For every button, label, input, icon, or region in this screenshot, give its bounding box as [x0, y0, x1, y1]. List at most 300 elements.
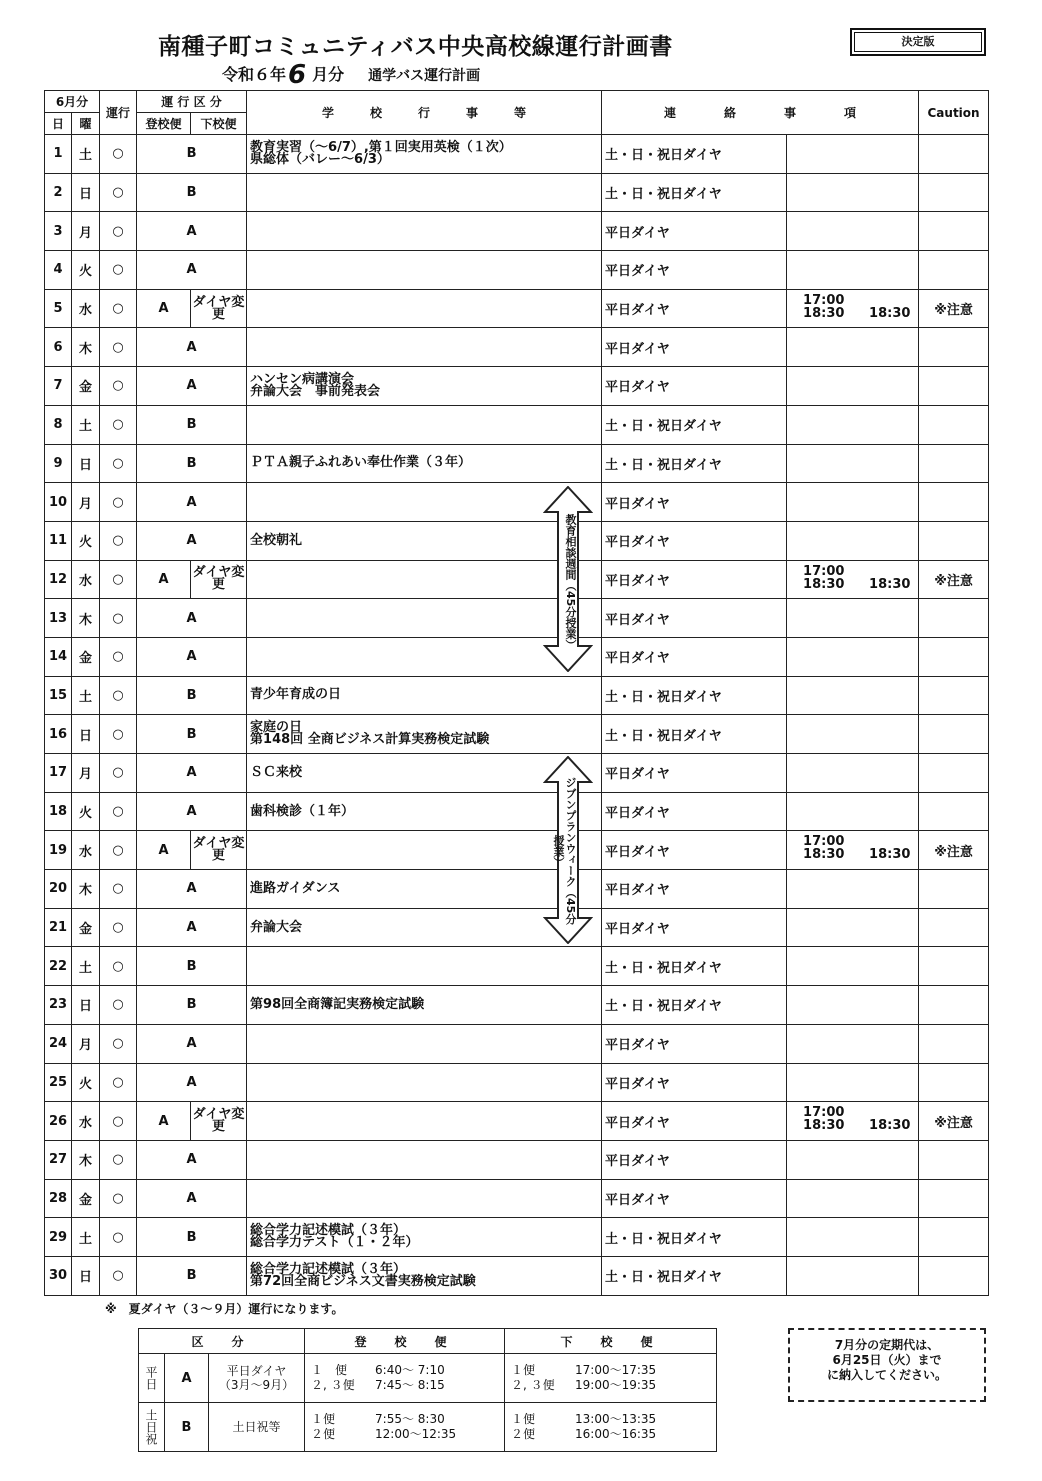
weekday: 日: [72, 715, 100, 754]
table-row: [45, 483, 989, 522]
category: A: [137, 908, 247, 947]
category: A: [137, 637, 247, 676]
event-line: 教育実習（～6/7）,第１回実用英検（１次）: [250, 139, 512, 155]
legend-class-line: （3月～9月）: [218, 1378, 295, 1392]
contact-note: 土・日・祝日ダイヤ: [602, 1218, 787, 1257]
diagram-change-label: ダイヤ変更: [191, 560, 247, 599]
time-value: 17:00: [803, 563, 845, 579]
operation-mark: ○: [100, 328, 137, 367]
event-cell: [247, 367, 602, 406]
month-number: 6: [288, 60, 307, 90]
header-caution: Caution: [919, 91, 989, 135]
category: A: [137, 792, 247, 831]
contact-note: 土・日・祝日ダイヤ: [602, 947, 787, 986]
time-value: 18:30: [803, 305, 845, 321]
time-notes: [787, 1102, 919, 1141]
day-number: 8: [45, 405, 72, 444]
time-value: 17:00: [803, 292, 845, 308]
header-weekday: 曜: [72, 113, 100, 135]
weekday: 月: [72, 754, 100, 793]
event-line: 歯科検診（１年）: [250, 803, 355, 819]
day-number: 3: [45, 212, 72, 251]
header-day: 日: [45, 113, 72, 135]
operation-mark: ○: [100, 1024, 137, 1063]
operation-mark: ○: [100, 483, 137, 522]
day-number: 30: [45, 1256, 72, 1295]
timetable-legend: [138, 1328, 717, 1452]
time-notes: [787, 444, 919, 483]
table-row: [45, 444, 989, 483]
time-notes: [787, 754, 919, 793]
contact-note: 平日ダイヤ: [602, 754, 787, 793]
event-line: 総合学力記述模試（３年）: [250, 1261, 407, 1277]
category: A: [137, 367, 247, 406]
trip-number: ２便: [311, 1427, 336, 1441]
table-row: [45, 1256, 989, 1295]
notice-line: 6月25日（火）まで: [832, 1353, 942, 1367]
contact-note: 平日ダイヤ: [602, 367, 787, 406]
time-notes: [787, 599, 919, 638]
document-subtitle: [222, 60, 480, 90]
trip-line: [311, 1363, 504, 1378]
trip-line: [511, 1363, 716, 1378]
day-number: 15: [45, 676, 72, 715]
weekday: 土: [72, 135, 100, 174]
contact-note: 平日ダイヤ: [602, 289, 787, 328]
event-cell: [247, 1256, 602, 1295]
trip-line: [511, 1412, 716, 1427]
event-line: ＳＣ来校: [250, 764, 303, 780]
time-notes: [787, 328, 919, 367]
contact-note: 土・日・祝日ダイヤ: [602, 986, 787, 1025]
category: B: [137, 676, 247, 715]
event-cell: [247, 986, 602, 1025]
event-line: 第148回 全商ビジネス計算実務検定試験: [250, 732, 490, 748]
event-cell: [247, 1024, 602, 1063]
day-number: 14: [45, 637, 72, 676]
day-number: 9: [45, 444, 72, 483]
operation-mark: ○: [100, 1063, 137, 1102]
legend-kind: A: [165, 1354, 209, 1403]
weekday: 火: [72, 251, 100, 290]
time-notes: [787, 212, 919, 251]
header-contact: 連 絡 事 項: [602, 91, 919, 135]
header-operation: 運行: [100, 91, 137, 135]
event-cell: [247, 328, 602, 367]
legend-row: [139, 1354, 717, 1403]
category: A: [137, 1179, 247, 1218]
diagram-change-label: ダイヤ変更: [191, 831, 247, 870]
category: A: [137, 1140, 247, 1179]
contact-note: 平日ダイヤ: [602, 1063, 787, 1102]
summer-timetable-note: ※ 夏ダイヤ（３～９月）運行になります。: [105, 1302, 344, 1316]
time-notes: [787, 1140, 919, 1179]
event-line: 進路ガイダンス: [250, 880, 341, 896]
caution-mark: [919, 715, 989, 754]
header-month: 6月分: [45, 91, 100, 113]
caution-mark: [919, 1063, 989, 1102]
event-cell: [247, 405, 602, 444]
legend-group: 土日祝: [139, 1403, 165, 1452]
event-cell: [247, 1218, 602, 1257]
trip-number: １ 便: [311, 1363, 348, 1377]
event-cell: [247, 715, 602, 754]
contact-note: 平日ダイヤ: [602, 483, 787, 522]
operation-mark: ○: [100, 754, 137, 793]
table-row: [45, 870, 989, 909]
time-value: 18:30: [869, 847, 911, 863]
trip-line: [311, 1378, 504, 1393]
trip-time: 7:45～ 8:15: [375, 1378, 445, 1392]
table-row: [45, 986, 989, 1025]
day-number: 16: [45, 715, 72, 754]
time-notes: [787, 560, 919, 599]
legend-from-school-trips: [505, 1403, 717, 1452]
contact-note: 平日ダイヤ: [602, 792, 787, 831]
contact-note: 土・日・祝日ダイヤ: [602, 1256, 787, 1295]
weekday: 日: [72, 173, 100, 212]
diagram-change-label: ダイヤ変更: [191, 1102, 247, 1141]
document-title: 南種子町コミュニティバス中央高校線運行計画書: [158, 34, 673, 60]
trip-number: １便: [511, 1363, 536, 1377]
legend-class-line: 土日祝等: [232, 1420, 281, 1434]
event-line: 総合学力記述模試（３年）: [250, 1223, 407, 1239]
weekday: 火: [72, 521, 100, 560]
event-line: 家庭の日: [250, 720, 303, 736]
caution-mark: [919, 792, 989, 831]
event-line: ハンセン病講演会: [250, 371, 355, 387]
weekday: 水: [72, 289, 100, 328]
table-row: [45, 676, 989, 715]
category: A: [137, 1063, 247, 1102]
weekday: 金: [72, 367, 100, 406]
legend-header-to-school: 登 校 便: [305, 1329, 505, 1354]
legend-row: [139, 1403, 717, 1452]
header-from-school: 下校便: [191, 113, 247, 135]
event-line: 県総体（バレー～6/3）: [250, 151, 390, 167]
category-to-school: A: [137, 289, 191, 328]
plan-label: 通学バス運行計画: [368, 68, 481, 84]
contact-note: 平日ダイヤ: [602, 521, 787, 560]
day-number: 29: [45, 1218, 72, 1257]
caution-mark: [919, 1218, 989, 1257]
event-cell: [247, 289, 602, 328]
table-row: [45, 831, 989, 870]
contact-note: 土・日・祝日ダイヤ: [602, 676, 787, 715]
trip-line: [511, 1378, 716, 1393]
legend-kind: B: [165, 1403, 209, 1452]
day-number: 21: [45, 908, 72, 947]
table-row: [45, 289, 989, 328]
weekday: 日: [72, 444, 100, 483]
operation-mark: ○: [100, 676, 137, 715]
weekday: 木: [72, 870, 100, 909]
legend-class: [209, 1403, 305, 1452]
legend-to-school-trips: [305, 1403, 505, 1452]
contact-note: 平日ダイヤ: [602, 599, 787, 638]
weekday: 水: [72, 1102, 100, 1141]
time-notes: [787, 405, 919, 444]
table-row: [45, 328, 989, 367]
caution-mark: [919, 947, 989, 986]
operation-mark: ○: [100, 831, 137, 870]
category: B: [137, 1218, 247, 1257]
caution-mark: [919, 444, 989, 483]
trip-time: 16:00～16:35: [575, 1427, 657, 1441]
legend-header-category: 区 分: [139, 1329, 305, 1354]
operation-mark: ○: [100, 135, 137, 174]
weekday: 金: [72, 637, 100, 676]
contact-note: 平日ダイヤ: [602, 1024, 787, 1063]
event-line: 全校朝礼: [250, 532, 303, 548]
commuter-pass-notice: [788, 1328, 986, 1402]
category: B: [137, 444, 247, 483]
caution-mark: [919, 405, 989, 444]
header-events: 学 校 行 事 等: [247, 91, 602, 135]
day-number: 25: [45, 1063, 72, 1102]
contact-note: 平日ダイヤ: [602, 908, 787, 947]
caution-mark: [919, 173, 989, 212]
weekday: 土: [72, 947, 100, 986]
category: B: [137, 947, 247, 986]
table-row: [45, 1102, 989, 1141]
weekday: 日: [72, 1256, 100, 1295]
operation-mark: ○: [100, 444, 137, 483]
contact-note: 平日ダイヤ: [602, 1102, 787, 1141]
table-row: [45, 599, 989, 638]
caution-mark: [919, 986, 989, 1025]
trip-line: [311, 1427, 504, 1442]
time-value: 18:30: [869, 576, 911, 592]
day-number: 6: [45, 328, 72, 367]
event-cell: [247, 212, 602, 251]
contact-note: 平日ダイヤ: [602, 328, 787, 367]
trip-number: １便: [311, 1412, 336, 1426]
caution-mark: [919, 676, 989, 715]
trip-number: ２, ３便: [511, 1378, 555, 1392]
contact-note: 平日ダイヤ: [602, 560, 787, 599]
trip-number: ２便: [511, 1427, 536, 1441]
caution-mark: [919, 908, 989, 947]
weekday: 土: [72, 1218, 100, 1257]
caution-mark: [919, 328, 989, 367]
operation-mark: ○: [100, 289, 137, 328]
caution-mark: [919, 367, 989, 406]
category: A: [137, 870, 247, 909]
time-value: 18:30: [803, 847, 845, 863]
legend-to-school-trips: [305, 1354, 505, 1403]
day-number: 5: [45, 289, 72, 328]
event-cell: [247, 251, 602, 290]
caution-mark: [919, 521, 989, 560]
time-notes: [787, 483, 919, 522]
diagram-change-label: ダイヤ変更: [191, 289, 247, 328]
contact-note: 土・日・祝日ダイヤ: [602, 715, 787, 754]
time-notes: [787, 251, 919, 290]
contact-note: 平日ダイヤ: [602, 637, 787, 676]
time-value: 17:00: [803, 834, 845, 850]
era-label: 令和６年: [222, 65, 287, 84]
time-notes: [787, 676, 919, 715]
time-notes: [787, 986, 919, 1025]
caution-mark: ※注意: [919, 560, 989, 599]
operation-mark: ○: [100, 1179, 137, 1218]
time-value: 18:30: [869, 1118, 911, 1134]
caution-mark: ※注意: [919, 1102, 989, 1141]
day-number: 24: [45, 1024, 72, 1063]
notice-line: に納入してください。: [826, 1368, 947, 1382]
legend-from-school-trips: [505, 1354, 717, 1403]
caution-mark: [919, 1179, 989, 1218]
time-value: 18:30: [803, 1118, 845, 1134]
trip-time: 13:00～13:35: [575, 1412, 657, 1426]
time-value: 18:30: [803, 576, 845, 592]
day-number: 26: [45, 1102, 72, 1141]
contact-note: 土・日・祝日ダイヤ: [602, 405, 787, 444]
category: A: [137, 521, 247, 560]
table-row: [45, 1140, 989, 1179]
operation-mark: ○: [100, 599, 137, 638]
event-line: 総合学力テスト（１・２年）: [250, 1235, 419, 1251]
table-row: [45, 637, 989, 676]
operation-mark: ○: [100, 1102, 137, 1141]
schedule-table: [44, 90, 989, 1296]
event-line: ＰＴＡ親子ふれあい奉仕作業（３年）: [250, 455, 472, 471]
time-value: 17:00: [803, 1105, 845, 1121]
legend-class: [209, 1354, 305, 1403]
time-notes: [787, 831, 919, 870]
day-number: 13: [45, 599, 72, 638]
category: A: [137, 1024, 247, 1063]
event-cell: [247, 173, 602, 212]
time-notes: [787, 289, 919, 328]
trip-time: 7:55～ 8:30: [375, 1412, 445, 1426]
arrow-plan-week: [543, 756, 593, 944]
caution-mark: [919, 135, 989, 174]
caution-mark: [919, 637, 989, 676]
day-number: 1: [45, 135, 72, 174]
month-suffix: 月分: [312, 65, 345, 84]
day-number: 22: [45, 947, 72, 986]
operation-mark: ○: [100, 251, 137, 290]
table-row: [45, 521, 989, 560]
weekday: 火: [72, 792, 100, 831]
day-number: 27: [45, 1140, 72, 1179]
weekday: 金: [72, 1179, 100, 1218]
caution-mark: ※注意: [919, 831, 989, 870]
operation-mark: ○: [100, 986, 137, 1025]
time-value: 18:30: [869, 305, 911, 321]
contact-note: 平日ダイヤ: [602, 1140, 787, 1179]
operation-mark: ○: [100, 792, 137, 831]
header-to-school: 登校便: [137, 113, 191, 135]
trip-time: 19:00～19:35: [575, 1378, 657, 1392]
contact-note: 平日ダイヤ: [602, 251, 787, 290]
time-notes: [787, 1218, 919, 1257]
caution-mark: [919, 212, 989, 251]
table-row: [45, 1024, 989, 1063]
time-notes: [787, 1179, 919, 1218]
legend-group: 平日: [139, 1354, 165, 1403]
operation-mark: ○: [100, 405, 137, 444]
operation-mark: ○: [100, 560, 137, 599]
category: B: [137, 986, 247, 1025]
operation-mark: ○: [100, 870, 137, 909]
table-row: [45, 212, 989, 251]
event-line: 第72回全商ビジネス文書実務検定試験: [250, 1273, 476, 1289]
weekday: 木: [72, 1140, 100, 1179]
time-notes: [787, 870, 919, 909]
event-line: 弁論大会: [250, 919, 303, 935]
time-notes: [787, 1256, 919, 1295]
table-row: [45, 715, 989, 754]
time-notes: [787, 173, 919, 212]
time-notes: [787, 1063, 919, 1102]
contact-note: 土・日・祝日ダイヤ: [602, 444, 787, 483]
caution-mark: [919, 483, 989, 522]
event-line: 第98回全商簿記実務検定試験: [250, 996, 425, 1012]
category-to-school: A: [137, 560, 191, 599]
time-notes: [787, 908, 919, 947]
category: A: [137, 251, 247, 290]
trip-time: 17:00～17:35: [575, 1363, 657, 1377]
table-row: [45, 251, 989, 290]
legend-header-from-school: 下 校 便: [505, 1329, 717, 1354]
arrow-label: 教育相談週間（45分授業）: [564, 514, 577, 651]
contact-note: 土・日・祝日ダイヤ: [602, 135, 787, 174]
day-number: 11: [45, 521, 72, 560]
trip-time: 12:00～12:35: [375, 1427, 457, 1441]
event-cell: [247, 444, 602, 483]
time-notes: [787, 1024, 919, 1063]
weekday: 金: [72, 908, 100, 947]
time-notes: [787, 637, 919, 676]
day-number: 23: [45, 986, 72, 1025]
table-row: [45, 173, 989, 212]
contact-note: 平日ダイヤ: [602, 1179, 787, 1218]
time-notes: [787, 521, 919, 560]
caution-mark: [919, 251, 989, 290]
final-version-badge: 決定版: [850, 28, 986, 56]
table-row: [45, 1063, 989, 1102]
weekday: 土: [72, 676, 100, 715]
day-number: 18: [45, 792, 72, 831]
table-row: [45, 1179, 989, 1218]
category-to-school: A: [137, 831, 191, 870]
day-number: 12: [45, 560, 72, 599]
event-cell: [247, 1140, 602, 1179]
operation-mark: ○: [100, 947, 137, 986]
contact-note: 平日ダイヤ: [602, 831, 787, 870]
category: A: [137, 212, 247, 251]
event-cell: [247, 1063, 602, 1102]
time-notes: [787, 367, 919, 406]
operation-mark: ○: [100, 1256, 137, 1295]
time-notes: [787, 135, 919, 174]
table-row: [45, 792, 989, 831]
operation-mark: ○: [100, 173, 137, 212]
time-notes: [787, 947, 919, 986]
time-notes: [787, 792, 919, 831]
caution-mark: [919, 754, 989, 793]
operation-mark: ○: [100, 715, 137, 754]
weekday: 土: [72, 405, 100, 444]
caution-mark: ※注意: [919, 289, 989, 328]
weekday: 木: [72, 328, 100, 367]
category: A: [137, 599, 247, 638]
weekday: 月: [72, 1024, 100, 1063]
contact-note: 平日ダイヤ: [602, 212, 787, 251]
